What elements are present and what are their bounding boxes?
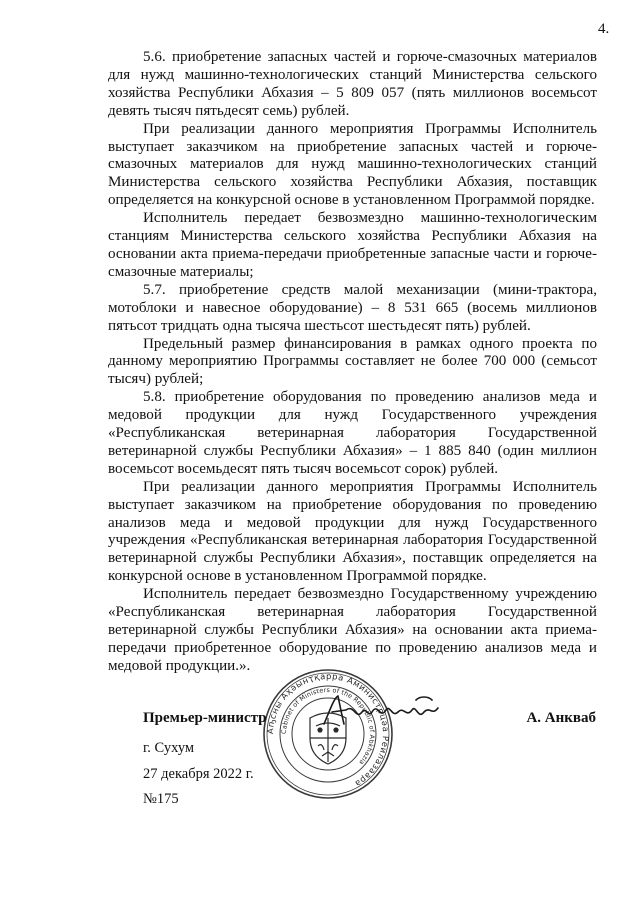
document-body bbox=[108, 49, 597, 676]
paragraph-5-6: 5.6. приобретение запасных частей и горюче-смазочных материалов для нужд машинно-технологических станций Министерства сельского хозяйства Республики Абхазия – 5 809 057 (пять миллионов восемьсот девять тысяч пятьдесят семь) рублей. bbox=[108, 49, 597, 119]
paragraph-transfer-stations: Исполнитель передает безвозмездно машинно-технологическим станциям Министерства сельского хозяйства Республики Абхазия на основании акта приема-передачи приобретенные запасные части и горюче-смазочные материалы; bbox=[108, 210, 597, 280]
paragraph-5-7: 5.7. приобретение средств малой механизации (мини-трактора, мотоблоки и навесное оборудование) – 8 531 665 (восемь миллионов пятьсот тридцать одна тысяча шестьсот шестьдесят пять) рублей. bbox=[108, 281, 597, 334]
paragraph-executor-lab: При реализации данного мероприятия Программы Исполнитель выступает заказчиком на приобретение оборудования по проведению анализов меда и медовой продукции для нужд Государственного учреждения «Республиканская ветеринарная лаборатория Государственной ветеринарной службы Республики Абхазия», поставщик определяется на конкурсной основе в установленном Программой порядке. bbox=[108, 478, 597, 585]
seal-inner-text: Cabinet of Ministers of the Republic of Abkhazia bbox=[279, 685, 377, 767]
seal-outer-text: Аҧсны Аҳәынҭқарра Аминистрцәа Реилазаара bbox=[264, 670, 392, 790]
paragraph-transfer-lab: Исполнитель передает безвозмездно Государственному учреждению «Республиканская ветеринарная лаборатория Государственной ветеринарной службы Республики Абхазия» на основании акта приема-передачи приобретенное оборудование по проведению анализов меда и медовой продукции.». bbox=[108, 586, 597, 674]
page-number: 4. bbox=[598, 21, 610, 37]
official-seal bbox=[262, 668, 394, 800]
signatory-title: Премьер-министр bbox=[143, 710, 267, 726]
paragraph-5-8: 5.8. приобретение оборудования по проведению анализов меда и медовой продукции для нужд Государственного учреждения «Республиканская ветеринарная лаборатория Государственной ветеринарной службы Республики Абхазия» – 1 885 840 (один миллион восемьсот восемьдесят пять тысяч восемьсот сорок) рублей. bbox=[108, 389, 597, 477]
document-number: №175 bbox=[143, 791, 179, 807]
signature-row bbox=[143, 710, 596, 730]
issue-place: г. Сухум bbox=[143, 740, 195, 756]
issue-date: 27 декабря 2022 г. bbox=[143, 766, 254, 782]
paragraph-funding-limit: Предельный размер финансирования в рамках одного проекта по данному мероприятию Программы составляет не более 700 000 (семьсот тысяч) рублей; bbox=[108, 335, 597, 388]
signatory-name: А. Анкваб bbox=[526, 710, 596, 726]
paragraph-executor-customer: При реализации данного мероприятия Программы Исполнитель выступает заказчиком на приобретение запасных частей и горюче-смазочных материалов для нужд машинно-технологических станций Министерства сельского хозяйства Республики Абхазия, поставщик определяется на конкурсной основе в установленном Программой порядке. bbox=[108, 120, 597, 209]
